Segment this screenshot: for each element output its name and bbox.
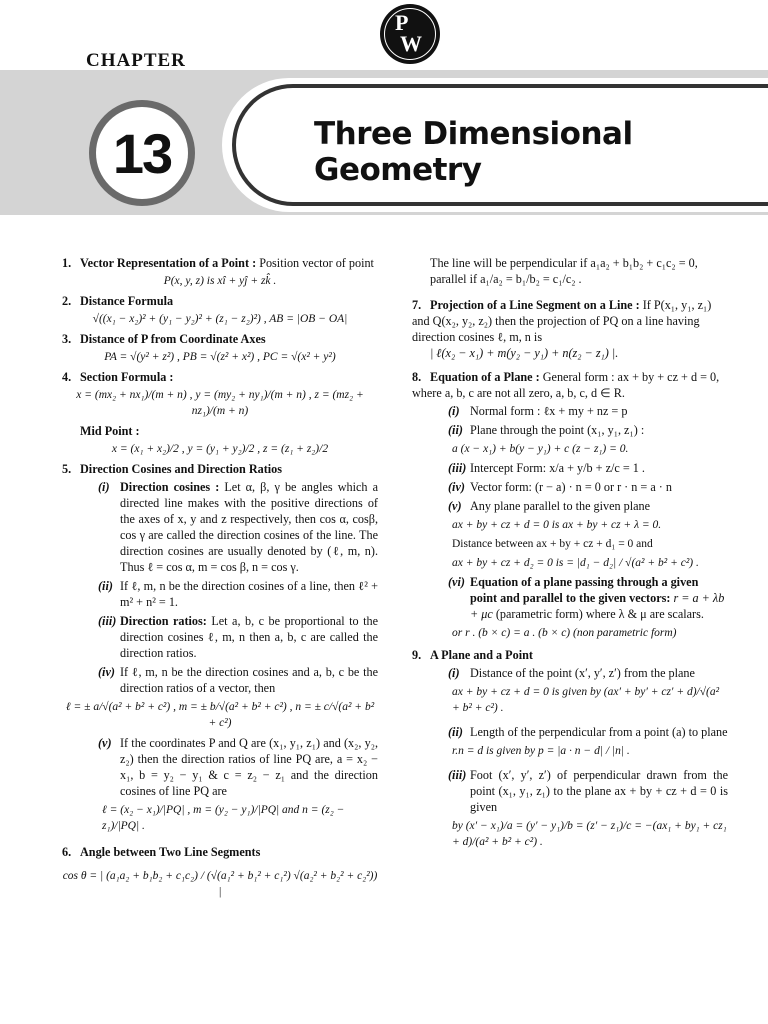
formula: x = (mx₂ + nx₁)/(m + n) , y = (my₂ + ny₁)/(m + n) , z = (mz₂ + nz₁)/(m + n) <box>76 389 364 417</box>
formula: cos θ = | (a₁a₂ + b₁b₂ + c₁c₂) / (√(a₁² + b₁² + c₁²) √(a₂² + b₂² + c₂²)) | <box>62 870 378 898</box>
logo-letter-w: W <box>400 31 422 56</box>
formula: r = a + λb + μc <box>470 591 725 621</box>
section-number: 6. <box>62 845 72 859</box>
formula: Distance between ax + by + cz + d₁ = 0 and <box>452 538 653 550</box>
sub-text: Any plane parallel to the given plane <box>470 499 651 513</box>
sub-heading: Direction ratios: <box>120 614 207 628</box>
sub-item-iv <box>80 664 378 696</box>
section-number: 7. <box>412 298 422 312</box>
sub-item-ii <box>430 422 728 438</box>
sub-text: Intercept Form: x/a + y/b + z/c = 1 . <box>470 461 645 475</box>
sub-item-v <box>80 735 378 799</box>
formula: r.n = d is given by p = |a · n − d| / |n| . <box>452 745 630 757</box>
sub-text: Distance of the point (x′, y′, z′) from the plane <box>470 666 695 680</box>
sub-item-vi <box>430 574 728 622</box>
sub-text: (parametric form) where λ & μ are scalars. <box>495 607 704 621</box>
sub-text: If the coordinates P and Q are (x₁, y₁, z₁) and (x₂, y₂, z₂) then the direction ratios of line PQ are, a = x₂ − x₁, b = y₂ − y₁ & c = z₂ − z₁ and the direction cosines of line PQ are <box>120 736 378 798</box>
pw-logo-icon <box>380 4 440 64</box>
section-text: If P(x₁, y₁, z₁) and Q(x₂, y₂, z₂) then the projection of PQ on a line having direction cosines ℓ, m, n is <box>412 298 712 344</box>
formula: or r . (b × c) = a . (b × c) (non parametric form) <box>452 627 677 639</box>
sub-tag: (i) <box>448 404 460 418</box>
sub-item-iii <box>80 613 378 661</box>
sub-item-v <box>430 498 728 514</box>
section-title: A Plane and a Point <box>430 648 533 662</box>
section-7 <box>412 297 728 361</box>
formula: ax + by + cz + d₂ = 0 is = |d₁ − d₂| / √(a² + b² + c²) . <box>452 557 699 569</box>
sub-tag: (ii) <box>98 579 113 593</box>
sub-text: Foot (x′, y′, z′) of perpendicular drawn from the point (x₁, y₁, z₁) to the plane ax + by + cz + d = 0 is given <box>470 768 728 814</box>
sub-tag: (v) <box>448 499 462 513</box>
sub-tag: (iii) <box>448 461 467 475</box>
sub-text: If ℓ, m, n be the direction cosines of a line, then ℓ² + m² + n² = 1. <box>120 579 378 609</box>
sub-tag: (iii) <box>98 614 117 628</box>
sub-tag: (vi) <box>448 575 465 589</box>
formula: a (x − x₁) + b(y − y₁) + c (z − z₁) = 0. <box>452 443 629 455</box>
chapter-header <box>0 0 768 215</box>
sub-heading: Equation of a plane passing through a given point and parallel to the given vectors: <box>470 575 699 605</box>
formula: ax + by + cz + d = 0 is ax + by + cz + λ = 0. <box>452 519 662 531</box>
mid-point-formula: x = (x₁ + x₂)/2 , y = (y₁ + y₂)/2 , z = (z₁ + z₂)/2 <box>111 443 329 455</box>
section-number: 9. <box>412 648 422 662</box>
section-text: General form : ax + by + cz + d = 0, where a, b, c are not all zero, a, b, c, d ∈ R. <box>412 370 720 400</box>
section-title: Section Formula : <box>80 370 174 384</box>
section-text: Position vector of point <box>259 256 374 270</box>
sub-text: Normal form : ℓx + my + nz = p <box>470 404 628 418</box>
sub-heading: Direction cosines : <box>120 480 220 494</box>
chapter-label: CHAPTER <box>86 50 186 71</box>
sub-item-iii <box>430 767 728 815</box>
sub-item-iv <box>430 479 728 495</box>
section-1 <box>62 255 378 289</box>
sub-tag: (i) <box>98 480 110 494</box>
sub-text: Let α, β, γ be angles which a directed line makes with the positive directions of the axes of x, y and z respectively, then cos α, cosβ, cos γ are called the direction cosines of the line. The direction cosines are usually denoted by (ℓ, m, n). Thus ℓ = cos α, m = cos β, n = cos γ. <box>120 480 379 574</box>
section-title: Direction Cosines and Direction Ratios <box>80 462 282 476</box>
section-title: Angle between Two Line Segments <box>80 845 261 859</box>
sub-text: Length of the perpendicular from a point (a) to plane <box>470 725 728 739</box>
sub-text: Vector form: (r − a) · n = 0 or r · n = a · n <box>470 480 673 494</box>
mid-point-label: Mid Point : <box>80 424 140 438</box>
sub-item-ii <box>80 578 378 610</box>
formula: by (x′ − x₁)/a = (y′ − y₁)/b = (z′ − z₁)/c = −(ax₁ + by₁ + cz₁ + d)/(a² + b² + c²) . <box>452 820 727 848</box>
section-title: Vector Representation of a Point : <box>80 256 257 270</box>
sub-text: Let a, b, c be proportional to the direction cosines ℓ, m, n then a, b, c are called the direction ratios. <box>120 614 379 660</box>
formula: P(x, y, z) is xî + yĵ + zk̂ . <box>163 275 277 287</box>
formula: ℓ = ± a/√(a² + b² + c²) , m = ± b/√(a² + b² + c²) , n = ± c/√(a² + b² + c²) <box>65 701 375 729</box>
section-title: Equation of a Plane : <box>430 370 540 384</box>
sub-tag: (iv) <box>98 665 115 679</box>
formula: ℓ = (x₂ − x₁)/|PQ| , m = (y₂ − y₁)/|PQ| and n = (z₂ − z₁)/|PQ| . <box>102 804 345 832</box>
section-number: 5. <box>62 462 72 476</box>
formula: √((x₁ − x₂)² + (y₁ − y₂)² + (z₁ − z₂)²) , AB = |OB − OA| <box>92 313 348 325</box>
section-title: Distance Formula <box>80 294 174 308</box>
sub-text: Plane through the point (x₁, y₁, z₁) : <box>470 423 645 437</box>
section-8 <box>412 369 728 641</box>
perpendicular-condition: The line will be perpendicular if a₁a₂ + b₁b₂ + c₁c₂ = 0, <box>430 256 698 270</box>
section-3 <box>62 331 378 365</box>
section-number: 1. <box>62 256 72 270</box>
section-6 <box>62 844 378 900</box>
sub-tag: (i) <box>448 666 460 680</box>
sub-item-i <box>80 479 378 575</box>
sub-tag: (iii) <box>448 768 467 782</box>
section-4 <box>62 369 378 457</box>
formula: | ℓ(x₂ − x₁) + m(y₂ − y₁) + n(z₂ − z₁) |. <box>430 346 619 360</box>
section-number: 4. <box>62 370 72 384</box>
left-column <box>62 255 378 904</box>
section-9 <box>412 647 728 850</box>
chapter-title: Three Dimensional Geometry <box>314 116 633 188</box>
section-number: 3. <box>62 332 72 346</box>
chapter-number: 13 <box>96 107 188 199</box>
sub-item-ii <box>430 724 728 740</box>
formula: PA = √(y² + z²) , PB = √(z² + x²) , PC = √(x² + y²) <box>104 351 336 363</box>
parallel-condition: parallel if a₁/a₂ = b₁/b₂ = c₁/c₂ . <box>430 272 582 286</box>
section-5 <box>62 461 378 834</box>
sub-text: If ℓ, m, n be the direction cosines and a, b, c be the direction ratios of a vector, then <box>120 665 378 695</box>
sub-item-iii <box>430 460 728 476</box>
sub-tag: (iv) <box>448 480 465 494</box>
section-number: 8. <box>412 370 422 384</box>
logo-letter-p: P <box>395 10 409 35</box>
section-number: 2. <box>62 294 72 308</box>
formula: ax + by + cz + d = 0 is given by (ax′ + by′ + cz′ + d)/√(a² + b² + c²) . <box>452 686 720 714</box>
right-column <box>412 255 728 854</box>
section-title: Projection of a Line Segment on a Line : <box>430 298 640 312</box>
section-title: Distance of P from Coordinate Axes <box>80 332 266 346</box>
sub-item-i <box>430 665 728 681</box>
sub-tag: (ii) <box>448 725 463 739</box>
sub-tag: (v) <box>98 736 112 750</box>
sub-tag: (ii) <box>448 423 463 437</box>
sub-item-i <box>430 403 728 419</box>
section-2 <box>62 293 378 327</box>
